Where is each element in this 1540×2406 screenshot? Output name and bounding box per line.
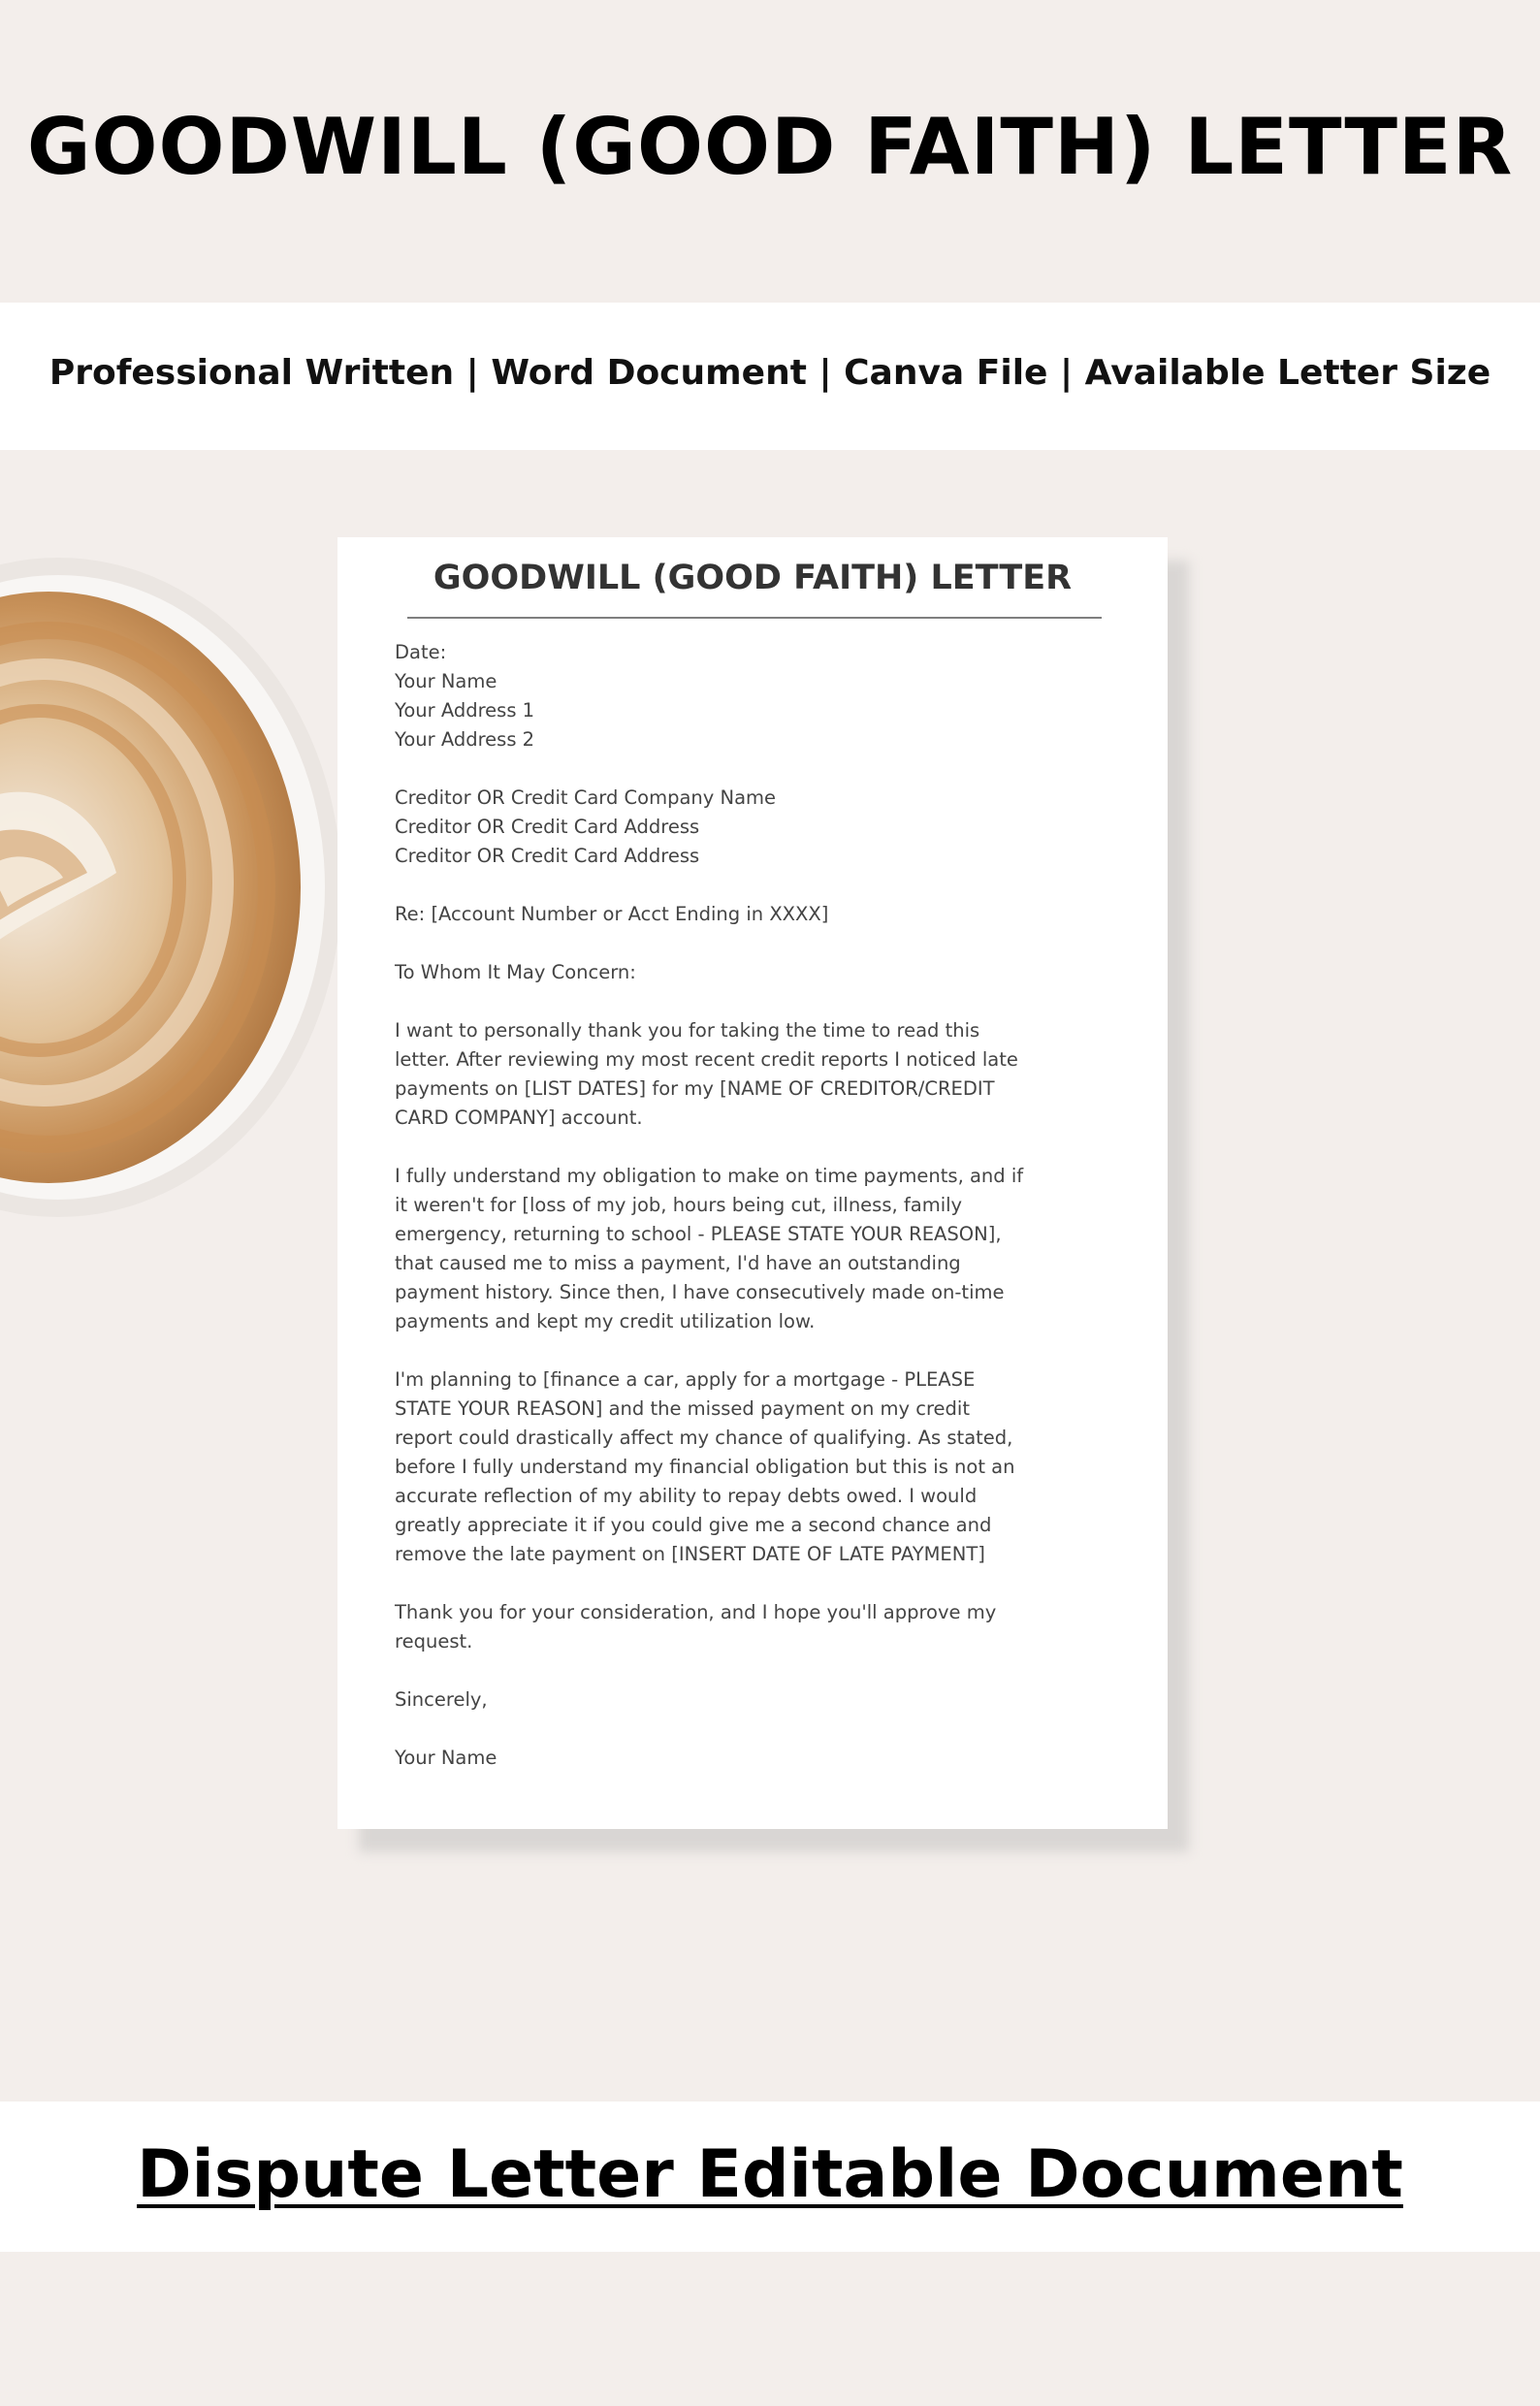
header-band <box>0 0 1540 303</box>
paragraph-1-line: letter. After reviewing my most recent credit reports I noticed late <box>395 1048 1018 1071</box>
paragraph-2-line: payment history. Since then, I have consecutively made on-time <box>395 1281 1005 1303</box>
paragraph-4-line: Thank you for your consideration, and I hope you'll approve my <box>395 1601 997 1623</box>
letter-body <box>395 638 1112 1773</box>
page-title: GOODWILL (GOOD FAITH) LETTER <box>26 102 1514 192</box>
closing: Sincerely, <box>395 1688 488 1711</box>
coffee-cup-image <box>0 553 339 1222</box>
paragraph-3-line: STATE YOUR REASON] and the missed payment on my credit <box>395 1397 970 1420</box>
recipient-name: Creditor OR Credit Card Company Name <box>395 786 777 809</box>
letter-document-preview <box>337 537 1168 1829</box>
paragraph-2-line: that caused me to miss a payment, I'd have an outstanding <box>395 1252 961 1274</box>
sender-address-1: Your Address 1 <box>395 699 535 722</box>
footer-band <box>0 2101 1540 2252</box>
title-divider <box>407 617 1102 619</box>
paragraph-1-line: CARD COMPANY] account. <box>395 1107 643 1129</box>
re-line: Re: [Account Number or Acct Ending in XXXX] <box>395 903 829 925</box>
paragraph-1-line: payments on [LIST DATES] for my [NAME OF CREDITOR/CREDIT <box>395 1077 995 1100</box>
footer-title: Dispute Letter Editable Document <box>137 2136 1403 2213</box>
paragraph-2-line: I fully understand my obligation to make on time payments, and if <box>395 1165 1024 1187</box>
feature-subtitle: Professional Written | Word Document | Canva File | Available Letter Size <box>48 353 1492 393</box>
paragraph-3-line: remove the late payment on [INSERT DATE OF LATE PAYMENT] <box>395 1543 985 1565</box>
paragraph-3-line: before I fully understand my financial obligation but this is not an <box>395 1456 1015 1478</box>
recipient-address-1: Creditor OR Credit Card Address <box>395 816 700 838</box>
sender-name: Your Name <box>395 670 497 692</box>
paragraph-3-line: accurate reflection of my ability to repay debts owed. I would <box>395 1485 978 1507</box>
paragraph-2-line: payments and kept my credit utilization low. <box>395 1310 816 1332</box>
paragraph-4-line: request. <box>395 1630 473 1652</box>
paragraph-3-line: greatly appreciate it if you could give me a second chance and <box>395 1514 992 1536</box>
sender-date: Date: <box>395 641 447 663</box>
paragraph-3-line: I'm planning to [finance a car, apply for a mortgage - PLEASE <box>395 1368 976 1391</box>
paragraph-3-line: report could drastically affect my chance of qualifying. As stated, <box>395 1427 1013 1449</box>
subtitle-band <box>0 303 1540 450</box>
document-title: GOODWILL (GOOD FAITH) LETTER <box>433 559 1073 597</box>
sender-address-2: Your Address 2 <box>395 728 535 751</box>
paragraph-2-line: it weren't for [loss of my job, hours being cut, illness, family <box>395 1194 963 1216</box>
paragraph-2-line: emergency, returning to school - PLEASE STATE YOUR REASON], <box>395 1223 1002 1245</box>
paragraph-1-line: I want to personally thank you for taking the time to read this <box>395 1019 980 1042</box>
signature-name: Your Name <box>395 1747 497 1769</box>
recipient-address-2: Creditor OR Credit Card Address <box>395 845 700 867</box>
salutation: To Whom It May Concern: <box>395 961 636 983</box>
